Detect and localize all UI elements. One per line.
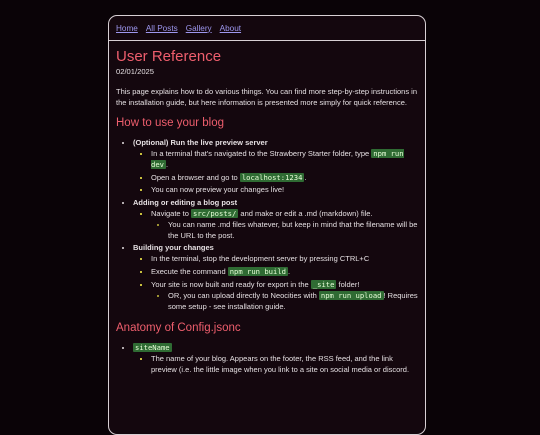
- text: You can now preview your changes live!: [151, 185, 285, 195]
- text: You can name .md files whatever, but keep in mind that the filename will be the URL to the post.: [168, 219, 418, 240]
- list-item: [151, 253, 418, 264]
- list-item-building: [133, 242, 418, 311]
- code-snippet: npm run build: [229, 266, 286, 276]
- text: In the terminal, stop the development server by pressing CTRL+C: [151, 254, 370, 264]
- config-list: [116, 342, 418, 375]
- section-heading-anatomy: Anatomy of Config.jsonc: [116, 321, 241, 334]
- text: ! Requires some setup - see installation guide.: [168, 290, 418, 311]
- post-date: 02/01/2025: [116, 67, 155, 76]
- list-item: [151, 279, 418, 312]
- nav-about-link[interactable]: About: [219, 23, 242, 33]
- code-snippet: src/posts/: [193, 208, 237, 218]
- code-snippet: _site: [312, 279, 335, 289]
- nav-home-link[interactable]: Home: [116, 23, 138, 33]
- text: .: [287, 266, 291, 276]
- text: In a terminal that's navigated to the Strawberry Starter folder, type: [151, 149, 372, 158]
- list-item: [151, 208, 418, 241]
- how-to-list: [116, 137, 418, 312]
- list-item-title: Building your changes: [133, 243, 214, 253]
- list-item-title: Adding or editing a blog post: [133, 197, 238, 207]
- text: The name of your blog. Appears on the footer, the RSS feed, and the link preview (i.e. the little image when you link to a site on social media or discord.: [151, 353, 410, 374]
- section-heading-how-to-use: How to use your blog: [116, 117, 225, 129]
- list-item: [168, 290, 418, 312]
- text: Your site is now built and ready for export in the: [151, 279, 311, 289]
- list-item-preview: [133, 137, 418, 195]
- code-snippet: siteName: [135, 342, 170, 352]
- list-item: [168, 219, 418, 241]
- intro-paragraph: This page explains how to do various things. You can find more step-by-step instructions in the installation guide, but here information is presented more simply for quick reference.: [116, 87, 418, 107]
- page-frame: [108, 15, 426, 435]
- code-snippet: npm run dev: [151, 149, 404, 169]
- text: .: [165, 160, 169, 169]
- top-nav: [109, 16, 425, 41]
- list-item: [151, 184, 418, 195]
- list-item: [151, 353, 418, 375]
- text: folder!: [336, 279, 360, 289]
- nav-gallery-link[interactable]: Gallery: [185, 23, 212, 33]
- main-content: [109, 41, 425, 375]
- list-item-sitename: [133, 342, 418, 375]
- text: Execute the command: [151, 266, 228, 276]
- text: and make or edit a .md (markdown) file.: [238, 208, 373, 218]
- list-item-adding: [133, 197, 418, 241]
- text: Open a browser and go to: [151, 172, 240, 182]
- text: OR, you can upload directly to Neocities with: [168, 290, 319, 300]
- nav-all-posts-link[interactable]: All Posts: [145, 23, 178, 33]
- list-item: [151, 266, 418, 277]
- code-snippet: npm run upload: [320, 290, 382, 300]
- text: .: [304, 172, 307, 182]
- list-item: [151, 148, 418, 170]
- code-snippet: localhost:1234: [241, 172, 303, 182]
- page-title: User Reference: [116, 48, 222, 65]
- list-item-title: (Optional) Run the live preview server: [133, 138, 268, 147]
- list-item: [151, 172, 418, 183]
- text: Navigate to: [151, 208, 192, 218]
